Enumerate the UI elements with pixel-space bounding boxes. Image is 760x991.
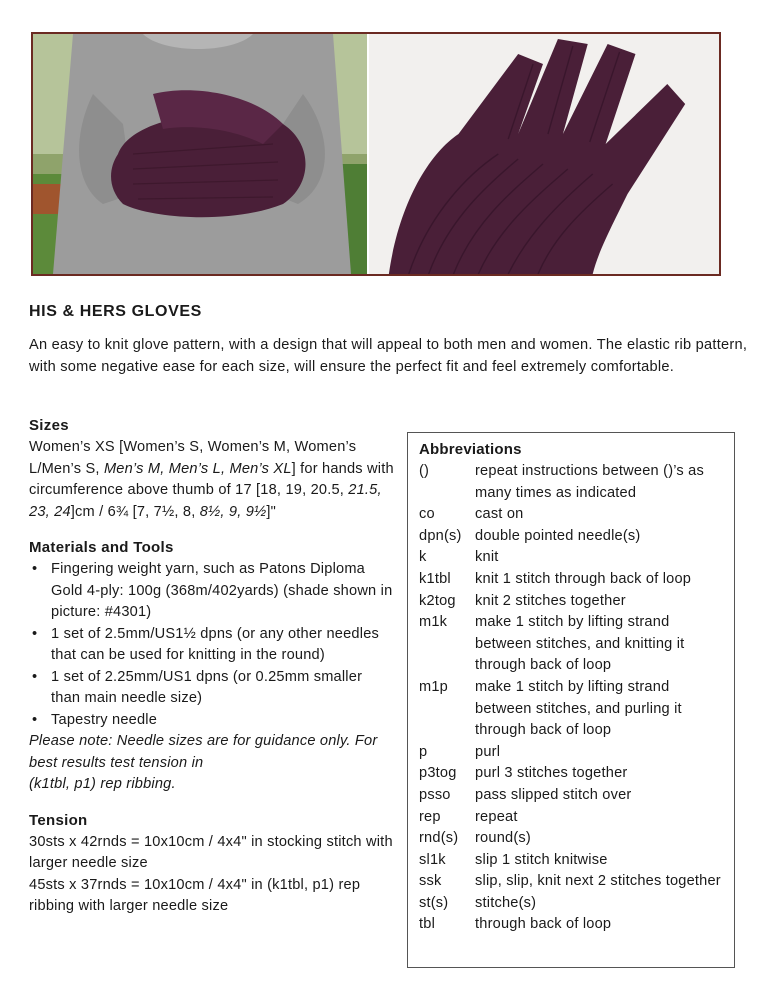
abbr-row bbox=[419, 828, 724, 850]
purple-glove-closeup-photo bbox=[369, 34, 719, 274]
abbr-value: knit 1 stitch through back of loop bbox=[475, 570, 692, 587]
abbr-key: () bbox=[419, 463, 430, 479]
abbr-row bbox=[419, 591, 724, 613]
abbr-row bbox=[419, 677, 724, 742]
page-title: HIS & HERS GLOVES bbox=[29, 303, 202, 320]
left-column bbox=[29, 415, 394, 918]
materials-heading: Materials and Tools bbox=[29, 539, 174, 556]
abbr-row bbox=[419, 612, 724, 677]
abbr-value: make 1 stitch by lifting strand between stitches, and purling it through back of loop bbox=[475, 678, 682, 739]
abbr-value: slip 1 stitch knitwise bbox=[475, 851, 608, 868]
abbr-key: tbl bbox=[419, 916, 436, 933]
intro-paragraph: An easy to knit glove pattern, with a design that will appeal to both men and women. The elastic rib pattern, with some negative ease for each size, will ensure the perfect fit and feel extremely comfortable. bbox=[29, 337, 748, 375]
abbr-row bbox=[419, 526, 724, 548]
sizes-men-part: 8½, 9, 9½ bbox=[199, 503, 267, 520]
sizes-part: ]" bbox=[266, 503, 277, 520]
abbr-value: knit 2 stitches together bbox=[475, 592, 626, 609]
tension-line: 30sts x 42rnds = 10x10cm / 4x4" in stocking stitch with larger needle size bbox=[29, 833, 393, 871]
abbr-row bbox=[419, 807, 724, 829]
abbr-key: p3tog bbox=[419, 765, 457, 782]
abbr-key: p bbox=[419, 743, 428, 760]
abbr-key: psso bbox=[419, 786, 451, 803]
abbr-key: rep bbox=[419, 808, 441, 825]
abbr-value: round(s) bbox=[475, 830, 531, 847]
note-text-end: (k1tbl, p1) rep ribbing. bbox=[29, 776, 176, 792]
abbr-value: purl 3 stitches together bbox=[475, 765, 628, 782]
abbr-key: co bbox=[419, 506, 435, 523]
sizes-part: ]cm / 6¾ [7, 7½, 8, bbox=[70, 503, 200, 520]
abbr-row bbox=[419, 569, 724, 591]
list-item: • 1 set of 2.25mm/US1 dpns (or 0.25mm smaller than main needle size) bbox=[29, 667, 394, 710]
list-item: • 1 set of 2.5mm/US1½ dpns (or any other needles that can be used for knitting in the round) bbox=[29, 624, 394, 667]
tension-heading: Tension bbox=[29, 811, 88, 829]
abbr-key: k bbox=[419, 549, 427, 566]
abbr-key: m1p bbox=[419, 678, 448, 695]
abbr-row bbox=[419, 742, 724, 764]
abbr-value: repeat bbox=[475, 808, 518, 825]
abbr-value: purl bbox=[475, 743, 501, 760]
abbr-key: ssk bbox=[419, 873, 442, 890]
abbr-value: stitche(s) bbox=[475, 894, 537, 911]
abbr-key: m1k bbox=[419, 614, 448, 631]
abbr-row bbox=[419, 785, 724, 807]
abbr-row bbox=[419, 893, 724, 915]
abbr-value: make 1 stitch by lifting strand between stitches, and knitting it through back of loop bbox=[475, 614, 685, 674]
materials-list bbox=[29, 559, 394, 731]
sizes-part: ] for hands with circumference above thumb of 17 [18, 19, 20.5, bbox=[29, 460, 394, 498]
abbr-value: cast on bbox=[475, 506, 524, 523]
abbr-row bbox=[419, 763, 724, 785]
abbr-row bbox=[419, 461, 724, 504]
abbr-row bbox=[419, 504, 724, 526]
sizes-part: Women’s XS [Women’s S, Women’s M, Women’s L/Men’s S, bbox=[29, 439, 357, 477]
abbreviations-heading: Abbreviations bbox=[419, 441, 522, 458]
abbr-value: through back of loop bbox=[475, 916, 612, 933]
needle-note bbox=[29, 731, 394, 796]
abbr-row bbox=[419, 547, 724, 569]
list-item: • Tapestry needle bbox=[29, 710, 394, 732]
tension-line: 45sts x 37rnds = 10x10cm / 4x4" in (k1tbl, p1) rep ribbing with larger needle size bbox=[29, 876, 361, 914]
man-wearing-purple-gloves-photo bbox=[33, 34, 369, 274]
abbr-key: st(s) bbox=[419, 894, 449, 911]
abbr-value: knit bbox=[475, 549, 499, 566]
sizes-heading: Sizes bbox=[29, 417, 69, 434]
abbr-key: k1tbl bbox=[419, 570, 451, 587]
abbr-key: k2tog bbox=[419, 592, 456, 609]
abbr-row bbox=[419, 850, 724, 872]
sizes-men-part: Men’s M, Men’s L, Men’s XL bbox=[103, 460, 292, 477]
abbr-value: double pointed needle(s) bbox=[475, 527, 641, 544]
abbr-key: dpn(s) bbox=[419, 527, 462, 544]
sizes-men-part: 21.5, 23, 24 bbox=[29, 482, 382, 520]
sizes-text bbox=[29, 437, 394, 523]
abbr-value: repeat instructions between ()’s as many times as indicated bbox=[475, 463, 704, 501]
abbr-row bbox=[419, 871, 724, 893]
abbreviations-box bbox=[407, 432, 735, 968]
abbr-row bbox=[419, 914, 724, 936]
abbr-value: pass slipped stitch over bbox=[475, 786, 632, 803]
list-item: • Fingering weight yarn, such as Patons Diploma Gold 4-ply: 100g (368m/402yards) (shade shown in picture: #4301) bbox=[29, 559, 394, 624]
note-text: Please note: Needle sizes are for guidance only. For best results test tension in bbox=[29, 733, 378, 771]
photo-banner bbox=[31, 32, 721, 276]
abbr-key: sl1k bbox=[419, 851, 446, 868]
abbr-value: slip, slip, knit next 2 stitches together bbox=[475, 873, 721, 890]
abbr-key: rnd(s) bbox=[419, 830, 459, 847]
